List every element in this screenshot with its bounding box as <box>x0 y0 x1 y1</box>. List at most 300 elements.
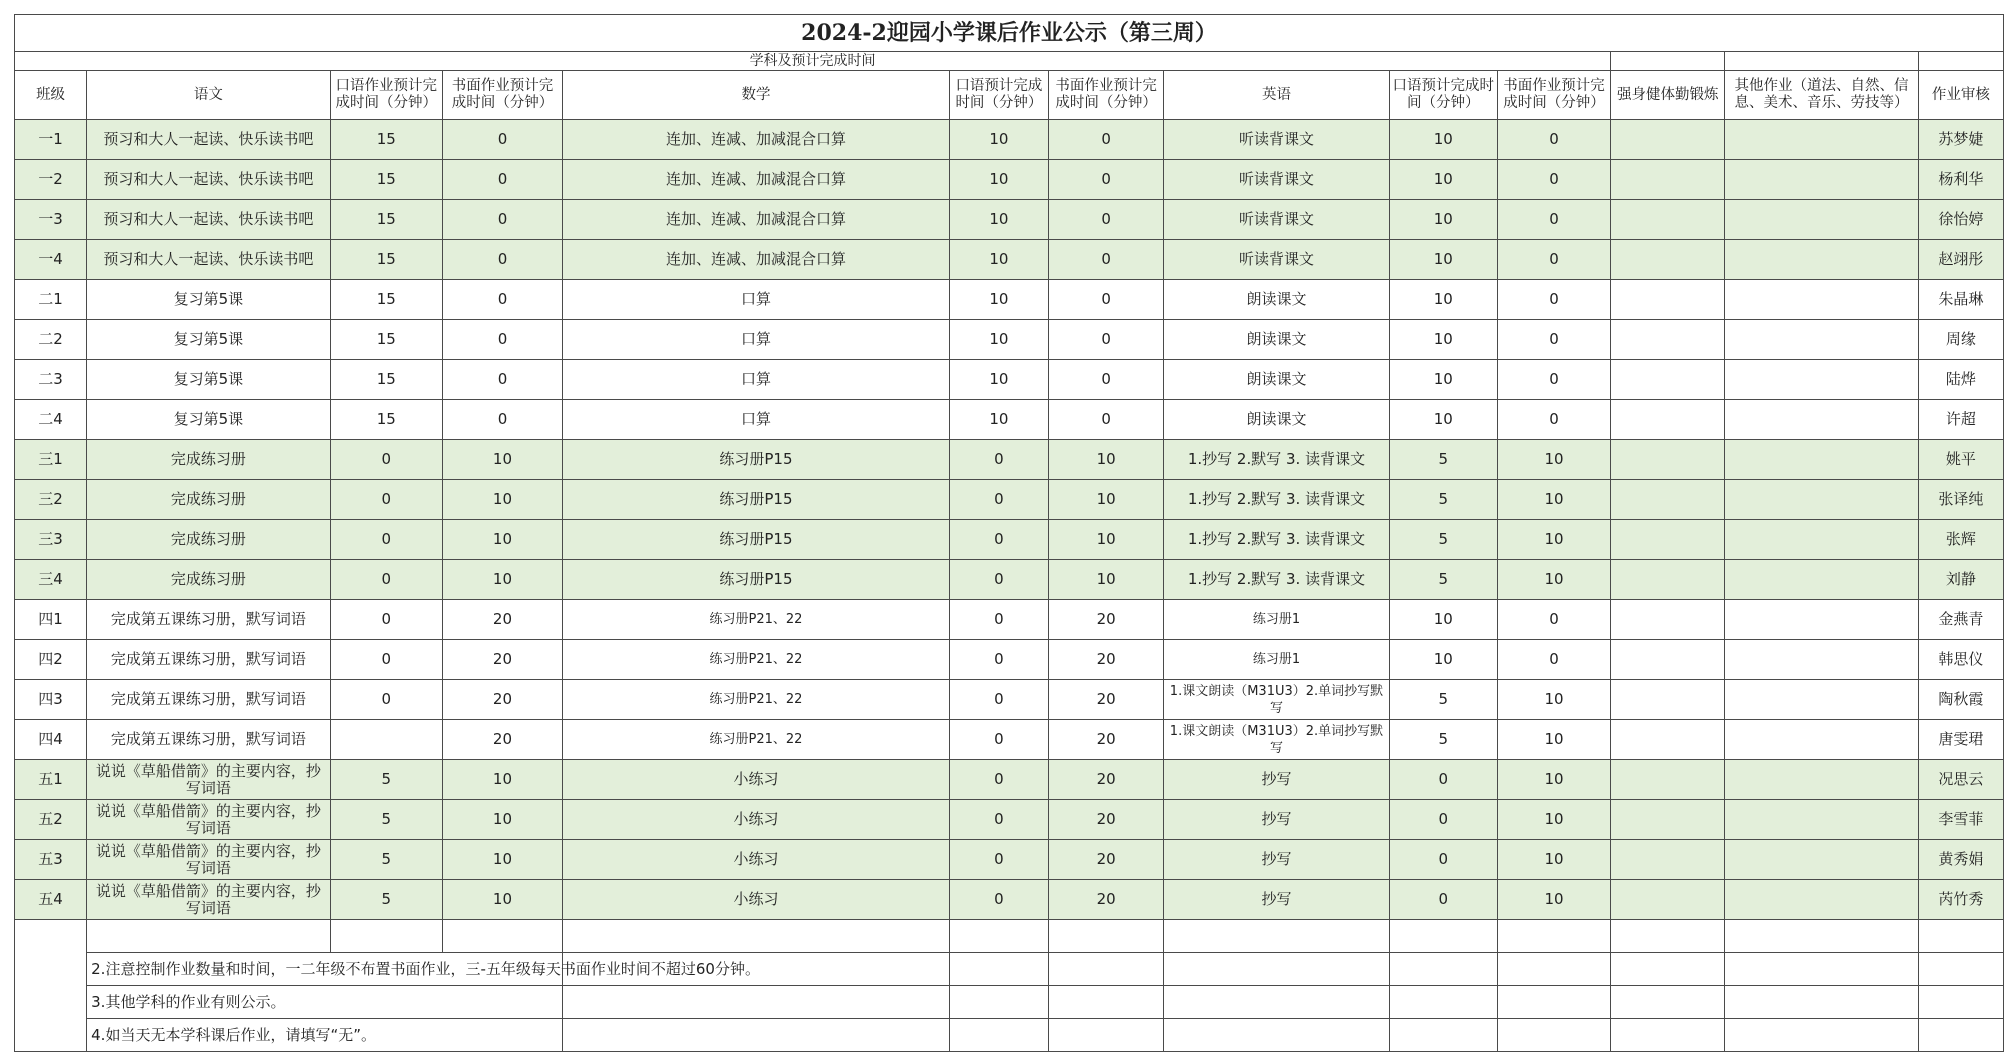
cell-english-oral: 0 <box>1389 800 1497 840</box>
cell-chinese-oral: 0 <box>330 680 442 720</box>
note-row <box>15 986 2004 1019</box>
cell-class: 四2 <box>15 640 87 680</box>
col-header-chinese-oral: 口语作业预计完成时间（分钟） <box>330 71 442 120</box>
cell-other <box>1725 640 1918 680</box>
col-header-math-written: 书面作业预计完成时间（分钟） <box>1049 71 1164 120</box>
cell-reviewer: 金燕青 <box>1918 600 2003 640</box>
cell-chinese-oral: 5 <box>330 760 442 800</box>
table-row <box>15 320 2004 360</box>
cell-reviewer: 陆烨 <box>1918 360 2003 400</box>
cell-math-written: 20 <box>1049 840 1164 880</box>
cell-english-written: 10 <box>1497 840 1610 880</box>
cell-english-written: 0 <box>1497 400 1610 440</box>
cell-class: 一4 <box>15 240 87 280</box>
cell-english-oral: 5 <box>1389 680 1497 720</box>
cell-class: 三3 <box>15 520 87 560</box>
cell-math-oral: 0 <box>949 440 1048 480</box>
cell-math-oral: 0 <box>949 480 1048 520</box>
cell-english-oral: 10 <box>1389 200 1497 240</box>
cell-exercise <box>1611 400 1725 440</box>
cell-math-written: 0 <box>1049 160 1164 200</box>
table-row <box>15 640 2004 680</box>
cell-chinese-oral: 5 <box>330 880 442 920</box>
note-row <box>15 920 2004 953</box>
table-row <box>15 200 2004 240</box>
cell-english-written: 10 <box>1497 480 1610 520</box>
cell-math: 口算 <box>563 400 950 440</box>
col-header-math-oral: 口语预计完成时间（分钟） <box>949 71 1048 120</box>
cell-chinese-written: 20 <box>442 680 562 720</box>
cell-english-written: 10 <box>1497 560 1610 600</box>
cell-math-written: 0 <box>1049 280 1164 320</box>
cell-math-written: 10 <box>1049 560 1164 600</box>
cell-other <box>1725 160 1918 200</box>
cell-english: 听读背课文 <box>1164 160 1389 200</box>
cell-reviewer: 朱晶琳 <box>1918 280 2003 320</box>
cell-english: 朗读课文 <box>1164 320 1389 360</box>
cell-english-written: 10 <box>1497 800 1610 840</box>
cell-english: 1.课文朗读（M31U3）2.单词抄写默写 <box>1164 720 1389 760</box>
cell-english-oral: 10 <box>1389 280 1497 320</box>
cell-english-written: 0 <box>1497 240 1610 280</box>
cell-english-written: 10 <box>1497 760 1610 800</box>
cell-exercise <box>1611 800 1725 840</box>
cell-math: 连加、连减、加减混合口算 <box>563 240 950 280</box>
cell-math-oral: 0 <box>949 800 1048 840</box>
cell-math: 口算 <box>563 360 950 400</box>
cell-chinese-oral: 0 <box>330 600 442 640</box>
table-row <box>15 360 2004 400</box>
cell-chinese: 完成第五课练习册，默写词语 <box>87 720 330 760</box>
cell-reviewer: 周缘 <box>1918 320 2003 360</box>
table-row <box>15 800 2004 840</box>
col-header-chinese-written: 书面作业预计完成时间（分钟） <box>442 71 562 120</box>
cell-math-written: 10 <box>1049 520 1164 560</box>
cell-english: 1.抄写 2.默写 3. 读背课文 <box>1164 440 1389 480</box>
cell-math-written: 10 <box>1049 480 1164 520</box>
cell-english-written: 10 <box>1497 720 1610 760</box>
cell-class: 五4 <box>15 880 87 920</box>
cell-math: 练习册P21、22 <box>563 600 950 640</box>
cell-math: 练习册P15 <box>563 520 950 560</box>
cell-other <box>1725 880 1918 920</box>
cell-other <box>1725 360 1918 400</box>
cell-chinese-written: 0 <box>442 320 562 360</box>
cell-exercise <box>1611 240 1725 280</box>
cell-math-oral: 10 <box>949 120 1048 160</box>
cell-math: 练习册P15 <box>563 440 950 480</box>
cell-english-oral: 10 <box>1389 240 1497 280</box>
cell-chinese-written: 20 <box>442 640 562 680</box>
cell-math-oral: 10 <box>949 240 1048 280</box>
cell-chinese-written: 10 <box>442 560 562 600</box>
cell-english-written: 0 <box>1497 120 1610 160</box>
cell-chinese-oral: 0 <box>330 520 442 560</box>
cell-math: 小练习 <box>563 760 950 800</box>
cell-english-oral: 10 <box>1389 400 1497 440</box>
cell-class: 一1 <box>15 120 87 160</box>
cell-reviewer: 韩思仪 <box>1918 640 2003 680</box>
cell-math-written: 20 <box>1049 800 1164 840</box>
cell-class: 四4 <box>15 720 87 760</box>
table-row <box>15 760 2004 800</box>
cell-exercise <box>1611 440 1725 480</box>
cell-class: 一2 <box>15 160 87 200</box>
cell-english-written: 10 <box>1497 880 1610 920</box>
cell-exercise <box>1611 720 1725 760</box>
cell-english: 练习册1 <box>1164 600 1389 640</box>
cell-english: 练习册1 <box>1164 640 1389 680</box>
cell-other <box>1725 240 1918 280</box>
cell-chinese: 完成练习册 <box>87 520 330 560</box>
cell-chinese: 预习和大人一起读、快乐读书吧 <box>87 200 330 240</box>
cell-english: 1.抄写 2.默写 3. 读背课文 <box>1164 520 1389 560</box>
cell-exercise <box>1611 760 1725 800</box>
cell-chinese-oral: 15 <box>330 400 442 440</box>
cell-math-oral: 10 <box>949 360 1048 400</box>
cell-chinese-written: 0 <box>442 400 562 440</box>
cell-exercise <box>1611 560 1725 600</box>
cell-english-oral: 10 <box>1389 360 1497 400</box>
col-header-math: 数学 <box>563 71 950 120</box>
cell-math: 练习册P21、22 <box>563 720 950 760</box>
cell-english-written: 0 <box>1497 200 1610 240</box>
table-row <box>15 400 2004 440</box>
cell-math: 小练习 <box>563 880 950 920</box>
cell-exercise <box>1611 200 1725 240</box>
cell-other <box>1725 200 1918 240</box>
cell-chinese: 说说《草船借箭》的主要内容，抄写词语 <box>87 840 330 880</box>
cell-exercise <box>1611 640 1725 680</box>
cell-english: 1.抄写 2.默写 3. 读背课文 <box>1164 480 1389 520</box>
cell-other <box>1725 600 1918 640</box>
cell-math-oral: 10 <box>949 400 1048 440</box>
cell-math-oral: 10 <box>949 320 1048 360</box>
cell-english: 听读背课文 <box>1164 240 1389 280</box>
cell-reviewer: 刘静 <box>1918 560 2003 600</box>
cell-chinese-oral: 15 <box>330 240 442 280</box>
cell-english-oral: 0 <box>1389 760 1497 800</box>
cell-chinese: 复习第5课 <box>87 360 330 400</box>
cell-english: 抄写 <box>1164 880 1389 920</box>
cell-exercise <box>1611 840 1725 880</box>
table-row <box>15 160 2004 200</box>
cell-math-oral: 0 <box>949 640 1048 680</box>
cell-chinese-oral: 15 <box>330 360 442 400</box>
cell-chinese-written: 20 <box>442 600 562 640</box>
table-row <box>15 240 2004 280</box>
cell-chinese-written: 10 <box>442 520 562 560</box>
cell-english: 1.抄写 2.默写 3. 读背课文 <box>1164 560 1389 600</box>
table-row <box>15 280 2004 320</box>
cell-other <box>1725 120 1918 160</box>
cell-reviewer: 姚平 <box>1918 440 2003 480</box>
cell-english-oral: 5 <box>1389 560 1497 600</box>
cell-chinese: 复习第5课 <box>87 320 330 360</box>
table-row <box>15 840 2004 880</box>
cell-reviewer: 张译纯 <box>1918 480 2003 520</box>
cell-chinese-oral: 0 <box>330 560 442 600</box>
col-header-chinese: 语文 <box>87 71 330 120</box>
cell-math-written: 20 <box>1049 680 1164 720</box>
cell-math-oral: 10 <box>949 200 1048 240</box>
cell-math-oral: 0 <box>949 600 1048 640</box>
cell-chinese: 完成第五课练习册，默写词语 <box>87 680 330 720</box>
subtitle: 学科及预计完成时间 <box>15 52 1611 71</box>
cell-chinese: 预习和大人一起读、快乐读书吧 <box>87 120 330 160</box>
cell-reviewer: 赵翊彤 <box>1918 240 2003 280</box>
cell-english-oral: 0 <box>1389 880 1497 920</box>
cell-class: 二4 <box>15 400 87 440</box>
cell-other <box>1725 520 1918 560</box>
cell-chinese: 完成第五课练习册，默写词语 <box>87 600 330 640</box>
cell-math-oral: 0 <box>949 880 1048 920</box>
cell-chinese-written: 10 <box>442 440 562 480</box>
cell-math: 口算 <box>563 280 950 320</box>
cell-reviewer: 张辉 <box>1918 520 2003 560</box>
cell-english-written: 0 <box>1497 360 1610 400</box>
cell-math: 小练习 <box>563 800 950 840</box>
table-row <box>15 480 2004 520</box>
cell-math: 口算 <box>563 320 950 360</box>
cell-chinese: 预习和大人一起读、快乐读书吧 <box>87 240 330 280</box>
cell-math: 练习册P21、22 <box>563 640 950 680</box>
cell-exercise <box>1611 880 1725 920</box>
cell-math-written: 20 <box>1049 880 1164 920</box>
cell-chinese-oral: 15 <box>330 120 442 160</box>
table-row <box>15 720 2004 760</box>
cell-class: 四3 <box>15 680 87 720</box>
cell-other <box>1725 840 1918 880</box>
table-row <box>15 680 2004 720</box>
note-text: 3.其他学科的作业有则公示。 <box>87 986 563 1019</box>
cell-english: 朗读课文 <box>1164 400 1389 440</box>
cell-english-oral: 0 <box>1389 840 1497 880</box>
cell-english: 抄写 <box>1164 760 1389 800</box>
header-row <box>15 71 2004 120</box>
cell-reviewer: 芮竹秀 <box>1918 880 2003 920</box>
cell-chinese: 说说《草船借箭》的主要内容，抄写词语 <box>87 800 330 840</box>
col-header-exercise: 强身健体勤锻炼 <box>1611 71 1725 120</box>
cell-chinese-written: 0 <box>442 360 562 400</box>
cell-math-oral: 10 <box>949 280 1048 320</box>
cell-chinese-written: 10 <box>442 880 562 920</box>
homework-table <box>14 14 2004 1052</box>
cell-other <box>1725 400 1918 440</box>
cell-class: 三2 <box>15 480 87 520</box>
cell-chinese-written: 0 <box>442 200 562 240</box>
cell-english-written: 0 <box>1497 640 1610 680</box>
cell-exercise <box>1611 680 1725 720</box>
cell-english: 听读背课文 <box>1164 120 1389 160</box>
cell-chinese-written: 0 <box>442 240 562 280</box>
cell-chinese-written: 10 <box>442 800 562 840</box>
cell-reviewer: 黄秀娟 <box>1918 840 2003 880</box>
cell-class: 一3 <box>15 200 87 240</box>
cell-chinese-oral: 0 <box>330 640 442 680</box>
cell-english-written: 10 <box>1497 680 1610 720</box>
cell-english-written: 0 <box>1497 600 1610 640</box>
cell-math: 连加、连减、加减混合口算 <box>563 200 950 240</box>
cell-math-oral: 0 <box>949 560 1048 600</box>
cell-chinese-written: 10 <box>442 760 562 800</box>
cell-math-written: 0 <box>1049 120 1164 160</box>
cell-reviewer: 况思云 <box>1918 760 2003 800</box>
cell-english-oral: 5 <box>1389 520 1497 560</box>
cell-chinese-written: 10 <box>442 480 562 520</box>
col-header-english: 英语 <box>1164 71 1389 120</box>
cell-math-written: 20 <box>1049 600 1164 640</box>
cell-class: 五1 <box>15 760 87 800</box>
cell-math-written: 0 <box>1049 360 1164 400</box>
table-row <box>15 880 2004 920</box>
cell-math: 连加、连减、加减混合口算 <box>563 120 950 160</box>
cell-chinese-oral: 15 <box>330 320 442 360</box>
cell-math-written: 20 <box>1049 640 1164 680</box>
note-text <box>87 920 330 953</box>
cell-math-written: 0 <box>1049 240 1164 280</box>
cell-english-oral: 10 <box>1389 320 1497 360</box>
cell-math: 连加、连减、加减混合口算 <box>563 160 950 200</box>
cell-english-written: 0 <box>1497 160 1610 200</box>
cell-chinese: 复习第5课 <box>87 400 330 440</box>
cell-math: 小练习 <box>563 840 950 880</box>
cell-chinese: 复习第5课 <box>87 280 330 320</box>
cell-reviewer: 杨利华 <box>1918 160 2003 200</box>
note-text: 4.如当天无本学科课后作业，请填写“无”。 <box>87 1019 563 1052</box>
col-header-other: 其他作业（道法、自然、信息、美术、音乐、劳技等） <box>1725 71 1918 120</box>
cell-english-written: 0 <box>1497 280 1610 320</box>
cell-english: 1.课文朗读（M31U3）2.单词抄写默写 <box>1164 680 1389 720</box>
cell-math-oral: 0 <box>949 680 1048 720</box>
cell-english: 朗读课文 <box>1164 280 1389 320</box>
table-row <box>15 600 2004 640</box>
note-text: 2.注意控制作业数量和时间，一二年级不布置书面作业，三-五年级每天书面作业时间不超过60分钟。 <box>87 953 563 986</box>
cell-class: 四1 <box>15 600 87 640</box>
cell-english-oral: 10 <box>1389 600 1497 640</box>
cell-other <box>1725 720 1918 760</box>
cell-class: 二1 <box>15 280 87 320</box>
cell-chinese: 完成练习册 <box>87 440 330 480</box>
cell-reviewer: 徐怡婷 <box>1918 200 2003 240</box>
cell-class: 二3 <box>15 360 87 400</box>
cell-math-written: 20 <box>1049 720 1164 760</box>
cell-english-written: 10 <box>1497 520 1610 560</box>
cell-math-written: 10 <box>1049 440 1164 480</box>
page-title: 2024-2迎园小学课后作业公示（第三周） <box>15 15 2004 52</box>
cell-chinese-written: 20 <box>442 720 562 760</box>
cell-chinese-oral: 15 <box>330 280 442 320</box>
cell-math-oral: 0 <box>949 520 1048 560</box>
cell-class: 三4 <box>15 560 87 600</box>
col-header-english-oral: 口语预计完成时间（分钟） <box>1389 71 1497 120</box>
cell-reviewer: 陶秋霞 <box>1918 680 2003 720</box>
note-row <box>15 1019 2004 1052</box>
cell-chinese-oral: 0 <box>330 440 442 480</box>
cell-english-oral: 10 <box>1389 640 1497 680</box>
table-row <box>15 440 2004 480</box>
cell-math-written: 0 <box>1049 320 1164 360</box>
cell-english-oral: 5 <box>1389 440 1497 480</box>
cell-exercise <box>1611 320 1725 360</box>
cell-chinese-written: 0 <box>442 160 562 200</box>
cell-chinese-oral: 5 <box>330 840 442 880</box>
cell-chinese-oral: 0 <box>330 480 442 520</box>
cell-other <box>1725 680 1918 720</box>
table-row <box>15 520 2004 560</box>
cell-other <box>1725 480 1918 520</box>
cell-other <box>1725 560 1918 600</box>
note-row <box>15 953 2004 986</box>
cell-exercise <box>1611 600 1725 640</box>
cell-chinese: 说说《草船借箭》的主要内容，抄写词语 <box>87 880 330 920</box>
cell-other <box>1725 320 1918 360</box>
cell-math-written: 20 <box>1049 760 1164 800</box>
cell-chinese-oral <box>330 720 442 760</box>
cell-english-oral: 5 <box>1389 480 1497 520</box>
table-row <box>15 560 2004 600</box>
cell-reviewer: 唐雯珺 <box>1918 720 2003 760</box>
table-row <box>15 120 2004 160</box>
cell-other <box>1725 760 1918 800</box>
cell-math: 练习册P15 <box>563 480 950 520</box>
cell-math-oral: 10 <box>949 160 1048 200</box>
cell-math-oral: 0 <box>949 720 1048 760</box>
cell-other <box>1725 440 1918 480</box>
cell-math-written: 0 <box>1049 200 1164 240</box>
cell-english-oral: 10 <box>1389 120 1497 160</box>
cell-other <box>1725 800 1918 840</box>
cell-chinese: 预习和大人一起读、快乐读书吧 <box>87 160 330 200</box>
cell-math-oral: 0 <box>949 840 1048 880</box>
cell-chinese: 完成第五课练习册，默写词语 <box>87 640 330 680</box>
cell-class: 五2 <box>15 800 87 840</box>
cell-exercise <box>1611 160 1725 200</box>
cell-chinese-written: 0 <box>442 280 562 320</box>
cell-exercise <box>1611 120 1725 160</box>
cell-class: 二2 <box>15 320 87 360</box>
cell-exercise <box>1611 280 1725 320</box>
cell-reviewer: 许超 <box>1918 400 2003 440</box>
cell-english-oral: 5 <box>1389 720 1497 760</box>
cell-chinese: 说说《草船借箭》的主要内容，抄写词语 <box>87 760 330 800</box>
cell-math: 练习册P15 <box>563 560 950 600</box>
cell-chinese-oral: 15 <box>330 200 442 240</box>
cell-class: 三1 <box>15 440 87 480</box>
cell-exercise <box>1611 360 1725 400</box>
cell-english-written: 10 <box>1497 440 1610 480</box>
cell-english: 朗读课文 <box>1164 360 1389 400</box>
cell-english-written: 0 <box>1497 320 1610 360</box>
cell-math: 练习册P21、22 <box>563 680 950 720</box>
cell-math-written: 0 <box>1049 400 1164 440</box>
col-header-english-written: 书面作业预计完成时间（分钟） <box>1497 71 1610 120</box>
cell-math-oral: 0 <box>949 760 1048 800</box>
cell-exercise <box>1611 520 1725 560</box>
cell-class: 五3 <box>15 840 87 880</box>
cell-english: 听读背课文 <box>1164 200 1389 240</box>
cell-reviewer: 苏梦婕 <box>1918 120 2003 160</box>
cell-chinese-written: 0 <box>442 120 562 160</box>
cell-chinese-oral: 15 <box>330 160 442 200</box>
cell-exercise <box>1611 480 1725 520</box>
cell-chinese: 完成练习册 <box>87 560 330 600</box>
homework-sheet <box>14 14 2004 1052</box>
col-header-class: 班级 <box>15 71 87 120</box>
cell-english: 抄写 <box>1164 800 1389 840</box>
cell-chinese: 完成练习册 <box>87 480 330 520</box>
cell-chinese-written: 10 <box>442 840 562 880</box>
